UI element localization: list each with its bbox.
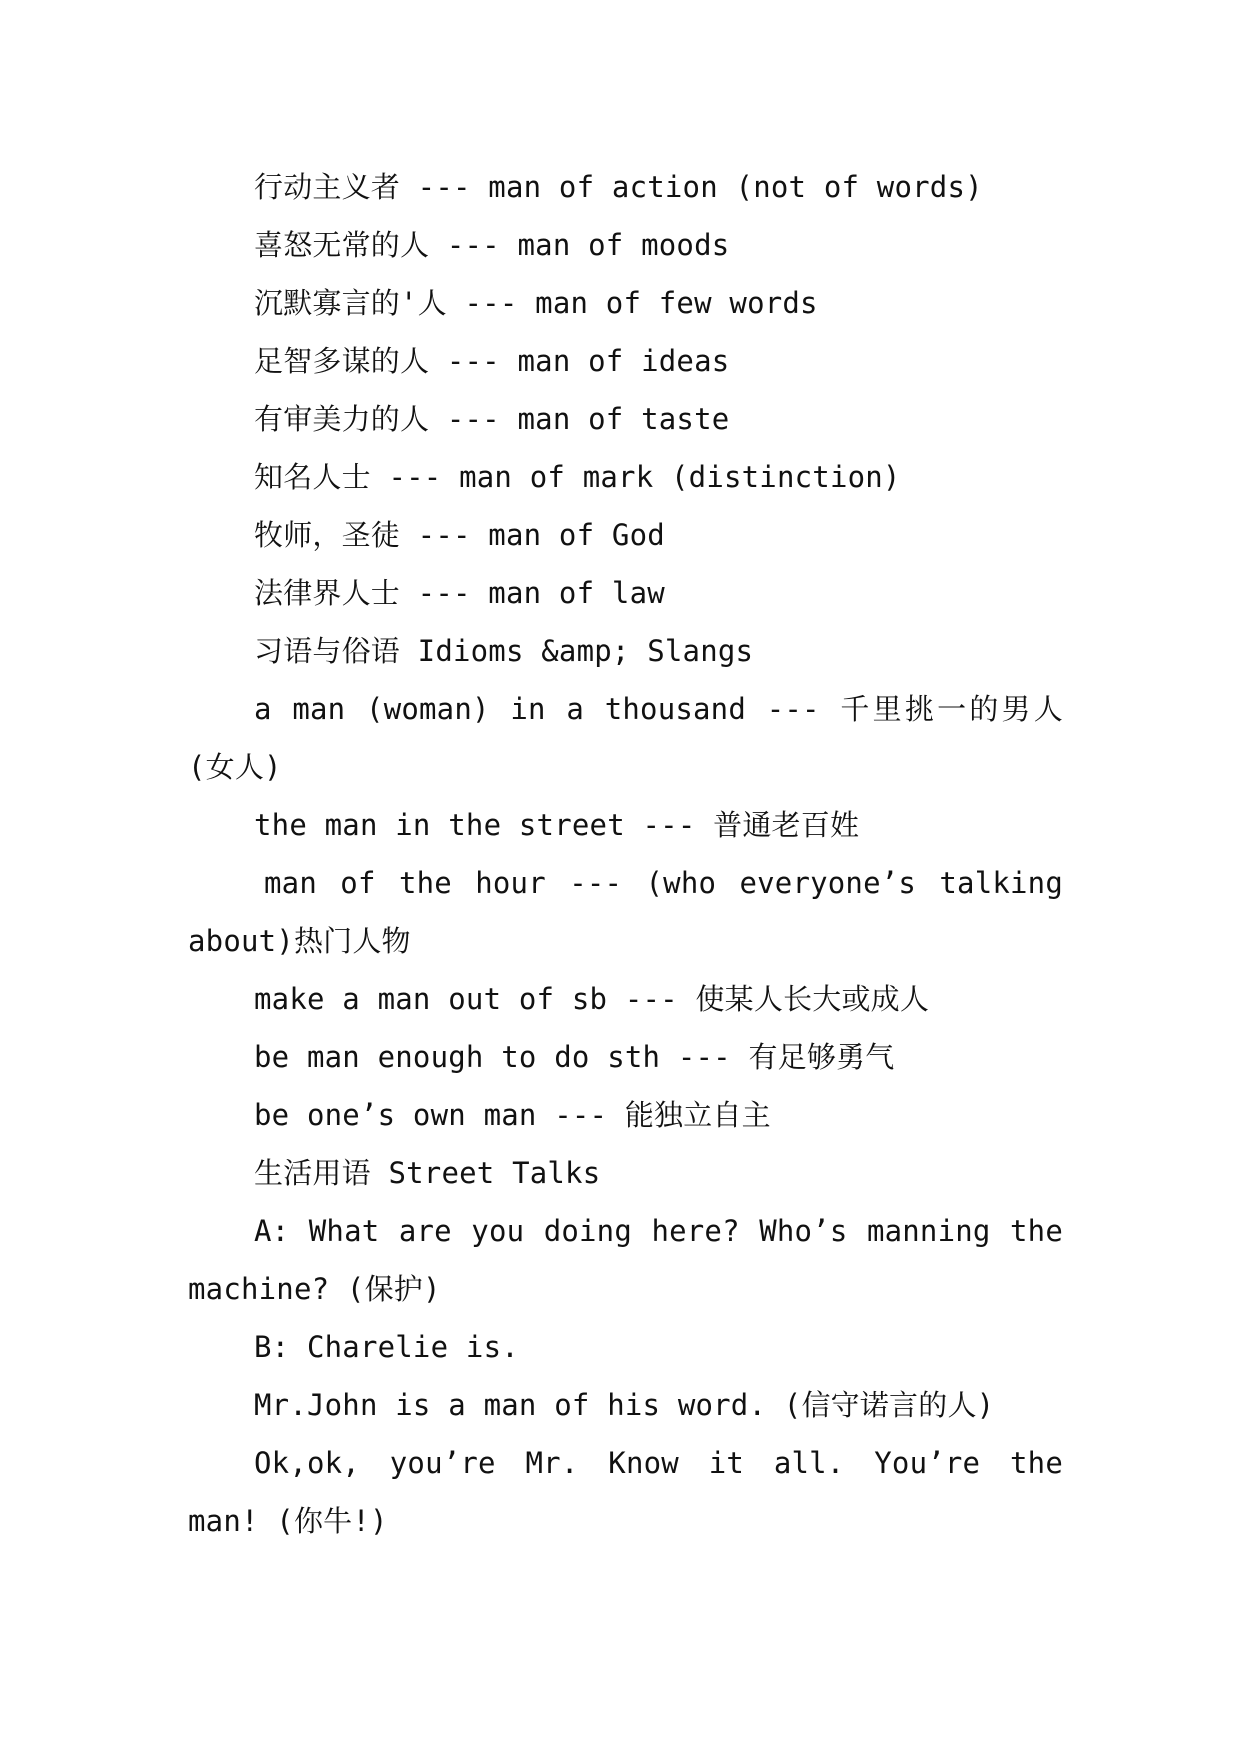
paragraph-man-of-god: 牧师，圣徒 --- man of God bbox=[254, 518, 665, 552]
section-heading-idioms: 习语与俗语 Idioms &amp; Slangs bbox=[254, 634, 754, 668]
paragraph-make-a-man: make a man out of sb --- 使某人长大或成人 bbox=[254, 982, 930, 1016]
dialogue-line-b: B: Charelie is. bbox=[254, 1330, 519, 1364]
paragraph-man-of-mark: 知名人士 --- man of mark (distinction) bbox=[254, 460, 901, 494]
paragraph-man-of-moods: 喜怒无常的人 --- man of moods bbox=[254, 228, 730, 262]
section-heading-street-talks: 生活用语 Street Talks bbox=[254, 1156, 601, 1190]
paragraph-man-in-a-thousand: a man (woman) in a thousand --- 千里挑一的男人(女人) bbox=[188, 692, 1063, 784]
paragraph-own-man: be one’s own man --- 能独立自主 bbox=[254, 1098, 771, 1132]
document-body bbox=[188, 158, 1081, 1550]
paragraph-you-are-the-man: Ok,ok, you’re Mr. Know it all. You’re the man! (你牛!) bbox=[188, 1446, 1081, 1538]
paragraph-man-of-ideas: 足智多谋的人 --- man of ideas bbox=[254, 344, 730, 378]
dialogue-line-a: A: What are you doing here? Who’s manning the machine? (保护) bbox=[188, 1214, 1081, 1306]
paragraph-man-of-action: 行动主义者 --- man of action (not of words) bbox=[254, 170, 983, 204]
paragraph-man-of-taste: 有审美力的人 --- man of taste bbox=[254, 402, 730, 436]
paragraph-man-of-the-hour: man of the hour --- (who everyone’s talking about)热门人物 bbox=[188, 866, 1081, 958]
paragraph-man-of-law: 法律界人士 --- man of law bbox=[254, 576, 665, 610]
paragraph-man-of-his-word: Mr.John is a man of his word. (信守诺言的人) bbox=[254, 1388, 995, 1422]
paragraph-man-in-the-street: the man in the street --- 普通老百姓 bbox=[254, 808, 860, 842]
paragraph-man-enough: be man enough to do sth --- 有足够勇气 bbox=[254, 1040, 895, 1074]
paragraph-man-of-few-words: 沉默寡言的'人 --- man of few words bbox=[254, 286, 818, 320]
